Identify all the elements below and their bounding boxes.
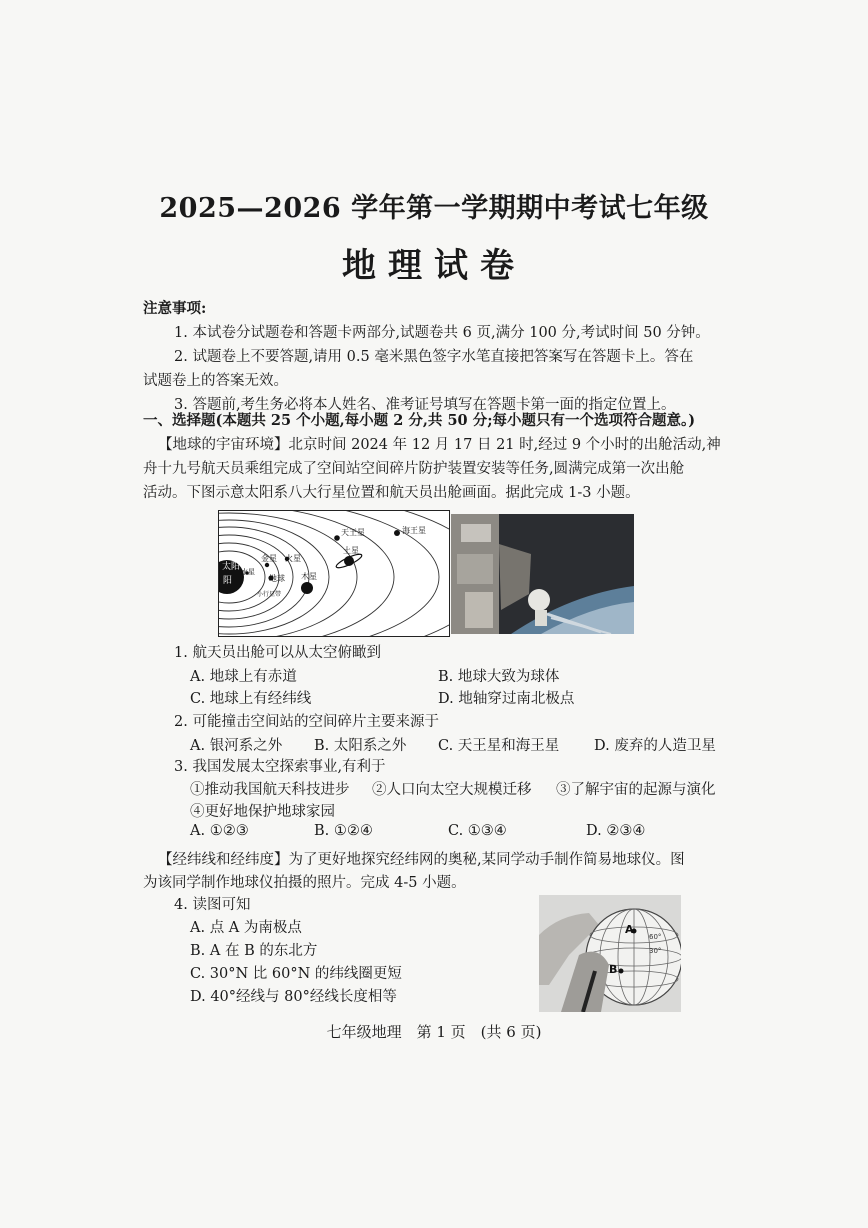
sun-label: 太阳 — [222, 562, 241, 572]
q3-statement-1: ①推动我国航天科技进步 — [190, 782, 350, 798]
material-1-line-1: 【地球的宇宙环境】北京时间 2024 年 12 月 17 日 21 时,经过 9 个小时的出舱活动,神 — [158, 437, 721, 453]
material-1-line-2: 舟十九号航天员乘组完成了空间站空间碎片防护装置安装等任务,圆满完成第一次出舱 — [143, 461, 685, 477]
astronaut-photo — [451, 514, 634, 634]
q2-option-b: B. 太阳系之外 — [314, 738, 407, 754]
q1-option-c: C. 地球上有经纬线 — [190, 691, 312, 707]
globe-point-a: A — [625, 923, 634, 936]
neptune-label: 海王星 — [402, 526, 426, 535]
globe-model-photo — [539, 895, 681, 1012]
uranus-label: 天王星 — [341, 528, 365, 537]
q2-option-a: A. 银河系之外 — [190, 738, 283, 754]
earth-label: 地球 — [269, 574, 285, 583]
q3-option-c: C. ①③④ — [448, 823, 507, 839]
q2-option-d: D. 废弃的人造卫星 — [594, 738, 716, 754]
notice-item-1: 1. 本试卷分试题卷和答题卡两部分,试题卷共 6 页,满分 100 分,考试时间 50 分钟。 — [174, 325, 710, 341]
notice-item-2b: 试题卷上的答案无效。 — [143, 373, 288, 389]
q4-option-c: C. 30°N 比 60°N 的纬线圈更短 — [190, 966, 402, 982]
q3-option-d: D. ②③④ — [586, 823, 646, 839]
q3-statement-4: ④更好地保护地球家园 — [190, 804, 335, 820]
q3-statement-3: ③了解宇宙的起源与演化 — [556, 782, 716, 798]
notice-item-3: 3. 答题前,考生务必将本人姓名、准考证号填写在答题卡第一面的指定位置上。 — [174, 397, 676, 413]
q4-option-d: D. 40°经线与 80°经线长度相等 — [190, 989, 397, 1005]
asteroid-belt-label: 小行星带 — [257, 591, 282, 598]
section-heading: 一、选择题(本题共 25 个小题,每小题 2 分,共 50 分;每小题只有一个选项符合题意。) — [143, 412, 696, 429]
q1-option-d: D. 地轴穿过南北极点 — [438, 691, 575, 707]
q3-statement-2: ②人口向太空大规模迁移 — [372, 782, 532, 798]
subject-title: 地理试卷 — [342, 246, 526, 286]
material-1-line-3: 活动。下图示意太阳系八大行星位置和航天员出舱画面。据此完成 1-3 小题。 — [143, 485, 640, 501]
question-4-stem: 4. 读图可知 — [174, 897, 251, 913]
globe-lat-label-60: 60° — [649, 933, 662, 941]
page-footer: 七年级地理 第 1 页 (共 6 页) — [326, 1023, 542, 1041]
mars-label: 火星 — [285, 554, 301, 563]
question-1-stem: 1. 航天员出舱可以从太空俯瞰到 — [174, 645, 381, 661]
globe-point-b: B — [609, 963, 618, 976]
saturn-label: 土星 — [343, 546, 359, 555]
globe-lat-label-30: 30° — [649, 947, 662, 955]
q3-option-a: A. ①②③ — [190, 823, 249, 839]
solar-system-figure — [218, 510, 450, 637]
q1-option-b: B. 地球大致为球体 — [438, 669, 560, 685]
sun-label-2: 阳 — [223, 576, 233, 586]
q1-option-a: A. 地球上有赤道 — [190, 669, 297, 685]
question-3-stem: 3. 我国发展太空探索事业,有利于 — [174, 759, 386, 775]
q2-option-c: C. 天王星和海王星 — [438, 738, 560, 754]
notice-item-2a: 2. 试题卷上不要答题,请用 0.5 毫米黑色签字水笔直接把答案写在答题卡上。答在 — [174, 349, 694, 365]
question-2-stem: 2. 可能撞击空间站的空间碎片主要来源于 — [174, 714, 439, 730]
q4-option-b: B. A 在 B 的东北方 — [190, 943, 318, 959]
mercury-label: 水星 — [241, 568, 255, 576]
notice-heading: 注意事项: — [143, 300, 207, 317]
material-2-line-2: 为该同学制作地球仪拍摄的照片。完成 4-5 小题。 — [143, 875, 466, 891]
material-2-line-1: 【经纬线和经纬度】为了更好地探究经纬网的奥秘,某同学动手制作简易地球仪。图 — [158, 852, 685, 868]
q4-option-a: A. 点 A 为南极点 — [190, 920, 302, 936]
exam-title: 2025—2026 学年第一学期期中考试七年级 — [159, 193, 709, 224]
q3-option-b: B. ①②④ — [314, 823, 373, 839]
jupiter-label: 木星 — [301, 572, 317, 581]
venus-label: 金星 — [261, 554, 277, 563]
